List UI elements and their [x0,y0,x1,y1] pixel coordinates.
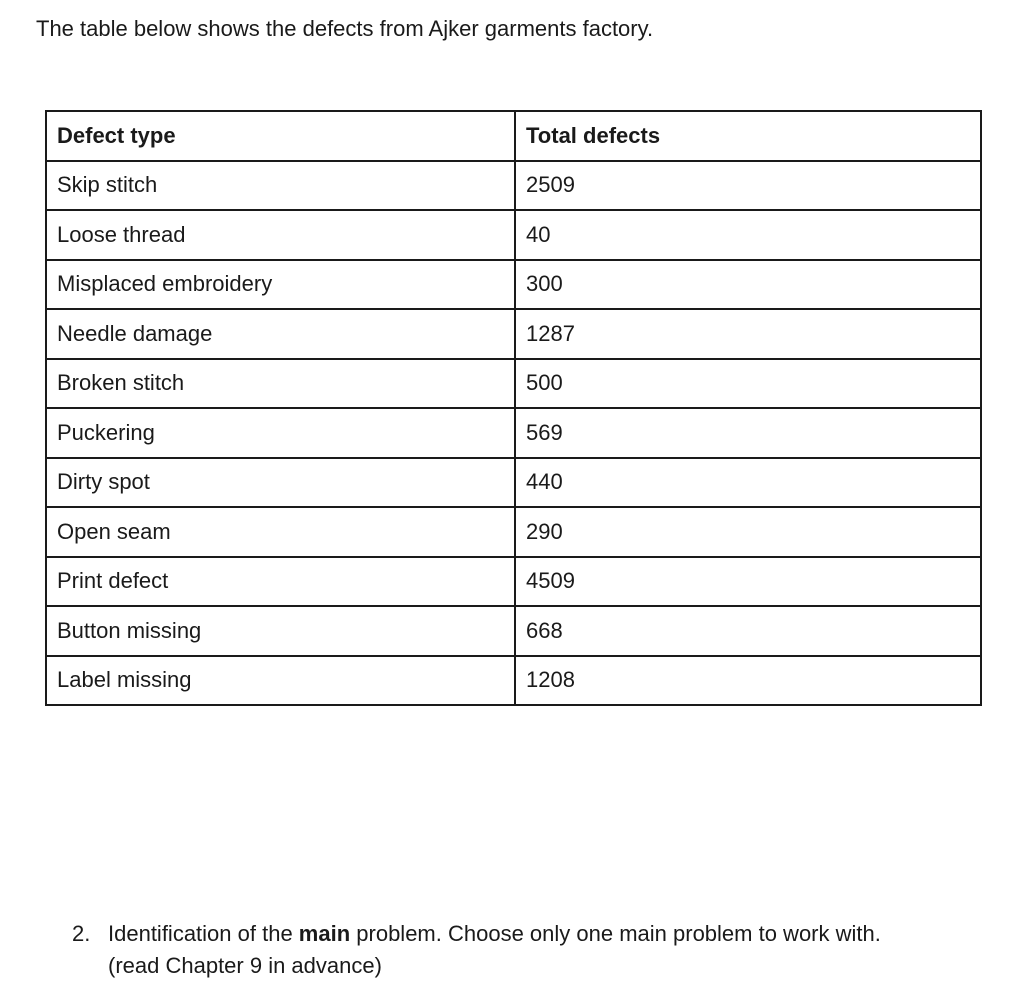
total-defects-cell: 569 [515,408,981,458]
table-row [46,458,981,508]
defect-type-cell: Print defect [46,557,515,607]
total-defects-cell: 1208 [515,656,981,706]
total-defects-cell: 2509 [515,161,981,211]
table-row [46,656,981,706]
defect-type-cell: Needle damage [46,309,515,359]
question-line-1 [72,918,881,950]
defect-type-cell: Button missing [46,606,515,656]
intro-text: The table below shows the defects from Ajker garments factory. [36,16,654,41]
defect-type-cell: Skip stitch [46,161,515,211]
total-defects-cell: 1287 [515,309,981,359]
question-line-2: (read Chapter 9 in advance) [108,953,382,978]
defect-type-cell: Label missing [46,656,515,706]
total-defects-cell: 300 [515,260,981,310]
table-row [46,210,981,260]
total-defects-cell: 290 [515,507,981,557]
defect-type-cell: Loose thread [46,210,515,260]
total-defects-cell: 440 [515,458,981,508]
total-defects-header: Total defects [515,111,981,161]
defect-type-cell: Misplaced embroidery [46,260,515,310]
question-emphasis: main [298,921,351,946]
defect-type-header: Defect type [46,111,515,161]
question-text-before: Identification of the [108,921,299,946]
table-row [46,260,981,310]
question-item [72,918,881,982]
table-row [46,161,981,211]
question-number: 2. [72,921,91,946]
table-row [46,557,981,607]
table-row [46,309,981,359]
total-defects-cell: 40 [515,210,981,260]
total-defects-cell: 500 [515,359,981,409]
table-row [46,507,981,557]
table-row [46,359,981,409]
table-row [46,408,981,458]
total-defects-cell: 668 [515,606,981,656]
total-defects-cell: 4509 [515,557,981,607]
table-header-row [46,111,981,161]
defect-type-cell: Broken stitch [46,359,515,409]
defect-type-cell: Dirty spot [46,458,515,508]
defects-table [45,110,982,706]
defect-type-cell: Puckering [46,408,515,458]
defect-type-cell: Open seam [46,507,515,557]
table-row [46,606,981,656]
question-text-after: problem. Choose only one main problem to work with. [350,921,881,946]
